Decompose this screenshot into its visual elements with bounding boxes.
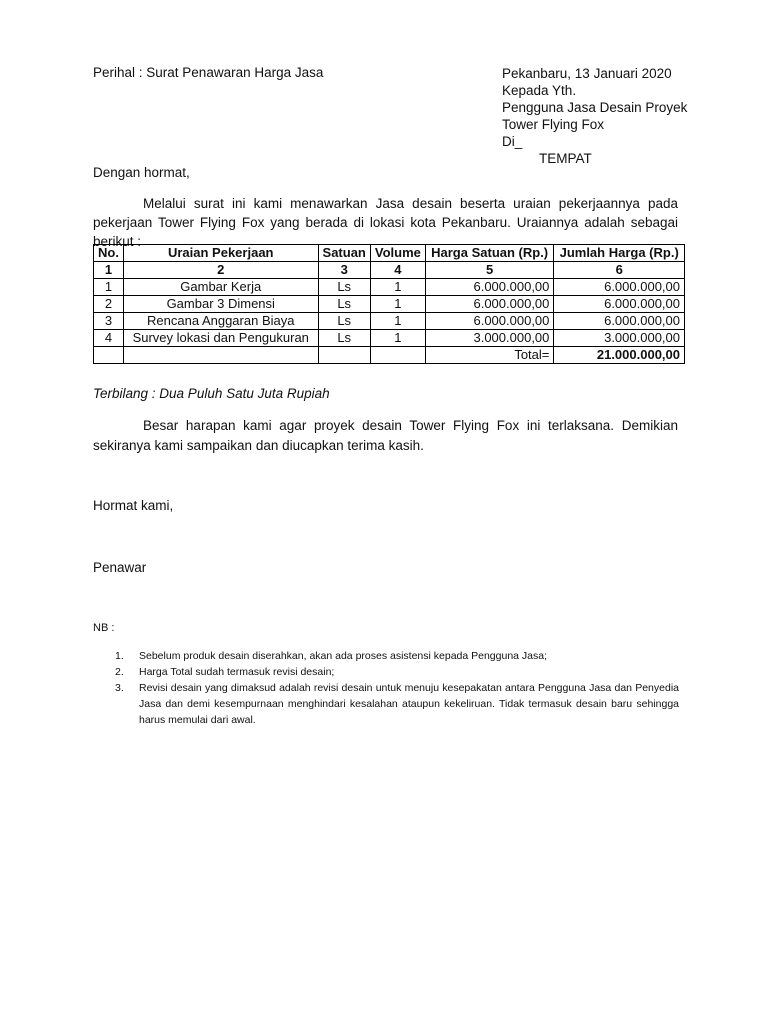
note-text: Sebelum produk desain diserahkan, akan ada proses asistensi kepada Pengguna Jasa; [139, 650, 548, 662]
header-cell: Harga Satuan (Rp.) [425, 245, 554, 262]
note-text: Revisi desain yang dimaksud adalah revisi desain untuk menuju kesepakatan antara Pengguna Jasa dan Penyedia Jasa dan demi kesempurnaan menghindari kesalahan ataupun kekeliruan. Tidak termasuk desain baru sehingga harus memulai dari awal. [139, 682, 679, 726]
unit: Ls [318, 279, 370, 296]
note-number: 3. [115, 682, 124, 694]
total-label: Total= [425, 347, 554, 364]
column-number: 1 [94, 262, 124, 279]
recipient-block [502, 65, 687, 167]
volume: 1 [370, 313, 425, 330]
subject-line: Perihal : Surat Penawaran Harga Jasa [93, 65, 324, 80]
volume: 1 [370, 296, 425, 313]
letter-date: Pekanbaru, 13 Januari 2020 [502, 66, 672, 81]
recipient-line: Kepada Yth. [502, 83, 577, 98]
unit-price: 3.000.000,00 [425, 330, 554, 347]
empty-cell [94, 347, 124, 364]
price-table [93, 244, 685, 364]
row-number: 3 [94, 313, 124, 330]
intro-paragraph: Melalui surat ini kami menawarkan Jasa desain beserta uraian pekerjaannya pada pekerjaan Tower Flying Fox yang berada di lokasi kota Pekanbaru. Uraiannya adalah sebagai berikut : [93, 196, 678, 249]
recipient-line: Di_ [502, 134, 523, 149]
job-description: Gambar Kerja [123, 279, 318, 296]
table-row [94, 313, 685, 330]
total-price: 6.000.000,00 [554, 313, 685, 330]
grand-total: 21.000.000,00 [554, 347, 685, 364]
row-number: 1 [94, 279, 124, 296]
row-number: 2 [94, 296, 124, 313]
total-price: 6.000.000,00 [554, 296, 685, 313]
recipient-place: TEMPAT [539, 151, 592, 166]
job-description: Survey lokasi dan Pengukuran [123, 330, 318, 347]
empty-cell [123, 347, 318, 364]
notes-list [93, 648, 679, 728]
header-cell: Volume [370, 245, 425, 262]
unit-price: 6.000.000,00 [425, 279, 554, 296]
empty-cell [318, 347, 370, 364]
unit-price: 6.000.000,00 [425, 313, 554, 330]
table-header-row [94, 245, 685, 262]
list-item [93, 664, 679, 680]
nb-label: NB : [93, 622, 115, 634]
empty-cell [370, 347, 425, 364]
column-number: 4 [370, 262, 425, 279]
note-text: Harga Total sudah termasuk revisi desain; [139, 666, 335, 678]
total-price: 6.000.000,00 [554, 279, 685, 296]
signer-name: Penawar [93, 560, 147, 575]
job-description: Gambar 3 Dimensi [123, 296, 318, 313]
header-cell: No. [94, 245, 124, 262]
total-row [94, 347, 685, 364]
table-row [94, 296, 685, 313]
note-number: 2. [115, 666, 124, 678]
recipient-line: Pengguna Jasa Desain Proyek [502, 100, 688, 115]
column-number: 6 [554, 262, 685, 279]
column-number: 5 [425, 262, 554, 279]
job-description: Rencana Anggaran Biaya [123, 313, 318, 330]
column-number-row [94, 262, 685, 279]
column-number: 3 [318, 262, 370, 279]
amount-in-words: Terbilang : Dua Puluh Satu Juta Rupiah [93, 386, 330, 401]
header-cell: Jumlah Harga (Rp.) [554, 245, 685, 262]
column-number: 2 [123, 262, 318, 279]
header-cell: Satuan [318, 245, 370, 262]
header-cell: Uraian Pekerjaan [123, 245, 318, 262]
volume: 1 [370, 279, 425, 296]
table-row [94, 330, 685, 347]
closing-paragraph: Besar harapan kami agar proyek desain Tower Flying Fox ini terlaksana. Demikian sekiranya kami sampaikan dan diucapkan terima kasih. [93, 418, 678, 453]
greeting: Dengan hormat, [93, 165, 190, 180]
table-row [94, 279, 685, 296]
recipient-line: Tower Flying Fox [502, 117, 605, 132]
row-number: 4 [94, 330, 124, 347]
list-item [93, 680, 679, 728]
list-item [93, 648, 679, 664]
volume: 1 [370, 330, 425, 347]
signoff: Hormat kami, [93, 498, 174, 513]
unit-price: 6.000.000,00 [425, 296, 554, 313]
unit: Ls [318, 313, 370, 330]
unit: Ls [318, 296, 370, 313]
total-price: 3.000.000,00 [554, 330, 685, 347]
note-number: 1. [115, 650, 124, 662]
unit: Ls [318, 330, 370, 347]
